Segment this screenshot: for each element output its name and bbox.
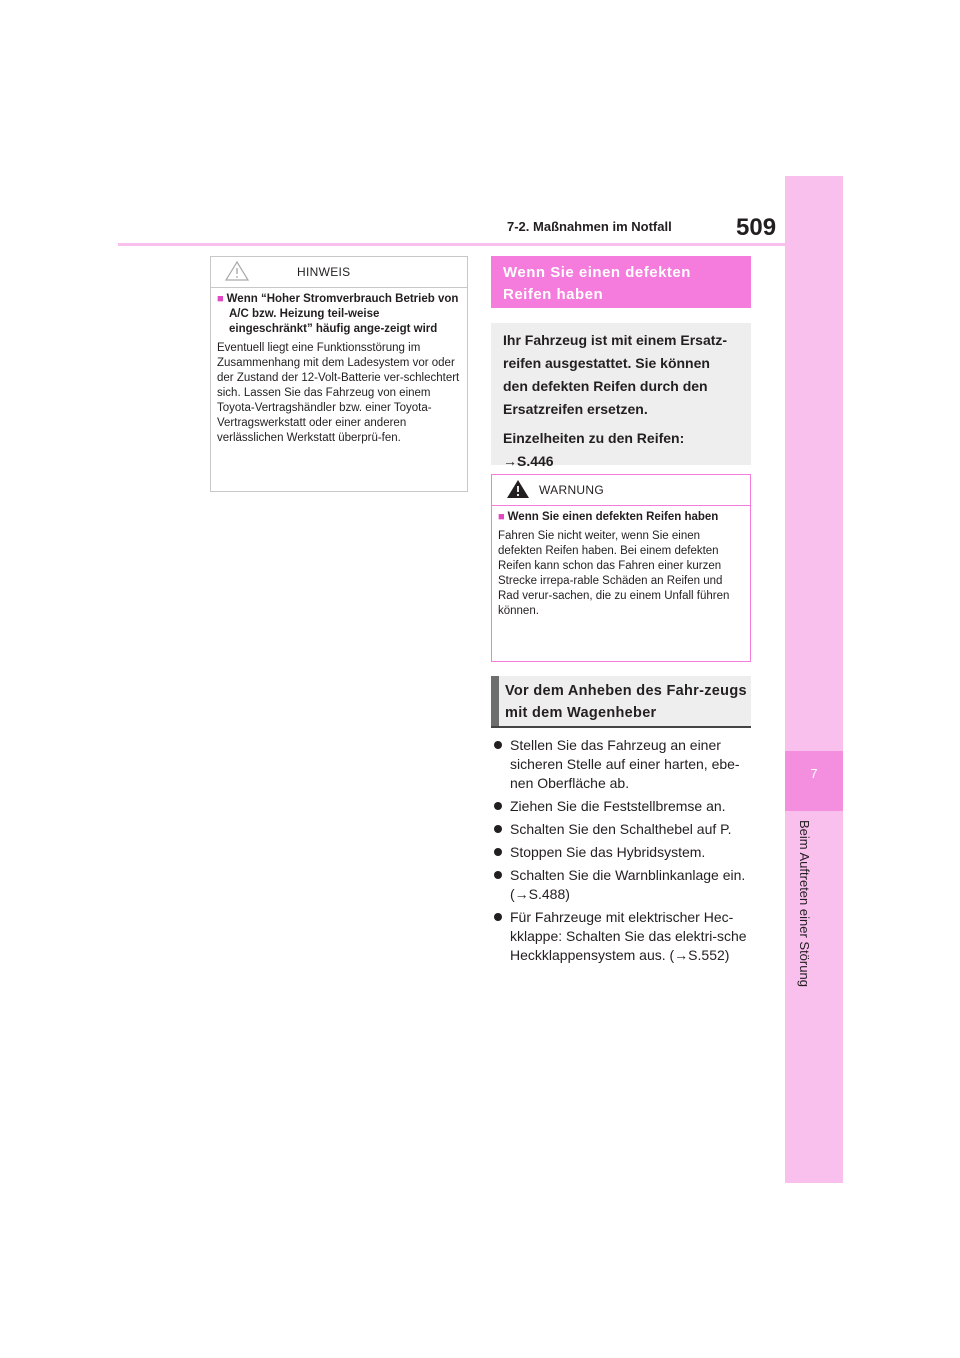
list-item-text: Schalten Sie die Warnblinkanlage ein. (→S.488) (510, 867, 746, 902)
warning-text: Fahren Sie nicht weiter, wenn Sie einen defekten Reifen haben. Bei einem defekten Reifen kann schon das Fahren einer kurzen Strecke irrepa-rable Schäden an Reifen und Rad verur-sachen, die zu einem Unfall führen können. (498, 530, 730, 617)
header-divider (118, 243, 785, 246)
warning-box (491, 474, 751, 662)
info-line: den defekten Reifen durch den (503, 378, 708, 394)
bullet-dot-icon (494, 802, 502, 810)
note-subheading-text: Wenn “Hoher Stromverbrauch Betrieb von A/C bzw. Heizung teil-weise eingeschränkt” häufig ange-zeigt wird (226, 293, 459, 335)
chapter-number-box (785, 751, 843, 811)
list-item-text: Stellen Sie das Fahrzeug an einer sicheren Stelle auf einer harten, ebe-nen Oberfläche ab. (510, 737, 740, 791)
chapter-side-tab (785, 176, 843, 1183)
section-heading-jack (491, 676, 751, 728)
chapter-number: 7 (810, 766, 818, 781)
warning-body (492, 506, 750, 619)
section-heading-jack-text: Vor dem Anheben des Fahr-zeugs mit dem Wagenheber (505, 683, 747, 721)
instruction-list (491, 736, 753, 969)
list-item-text: Für Fahrzeuge mit elektrischer Hec-kklappe: Schalten Sie das elektri-sche Heckklappensystem aus. (→S.552) (510, 909, 747, 963)
warning-header (492, 475, 750, 506)
note-text: Eventuell liegt eine Funktionsstörung im Zusammenhang mit dem Ladesystem vor oder der Zustand der 12-Volt-Batterie ver-schlechtert sich. Lassen Sie das Fahrzeug von einem Toyota-Vertragshändler bzw. einer Toyota-Vertragswerkstatt oder einer anderen verlässlichen Werkstatt überprü-fen. (217, 342, 460, 444)
list-item-text: Schalten Sie den Schalthebel auf P. (510, 821, 732, 837)
warning-icon (506, 479, 530, 499)
info-line: Einzelheiten zu den Reifen: (503, 430, 685, 446)
list-item (491, 908, 753, 965)
bullet-dot-icon (494, 848, 502, 856)
list-item (491, 820, 753, 839)
section-title: 7-2. Maßnahmen im Notfall (507, 219, 672, 234)
note-title: HINWEIS (297, 265, 351, 279)
warning-title: WARNUNG (539, 483, 604, 497)
bullet-dot-icon (494, 871, 502, 879)
list-item-text: Ziehen Sie die Feststellbremse an. (510, 798, 726, 814)
warning-subheading-text: Wenn Sie einen defekten Reifen haben (507, 511, 719, 523)
note-body (211, 288, 467, 446)
info-line: Ihr Fahrzeug ist mit einem Ersatz- (503, 332, 728, 348)
section-heading-tire-text: Wenn Sie einen defekten Reifen haben (503, 264, 691, 303)
bullet-dot-icon (494, 913, 502, 921)
list-item (491, 736, 753, 793)
note-subheading (217, 292, 461, 337)
info-line: reifen ausgestattet. Sie können (503, 355, 710, 371)
list-item-text: Stoppen Sie das Hybridsystem. (510, 844, 706, 860)
caution-outline-icon (225, 261, 249, 281)
bullet-dot-icon (494, 741, 502, 749)
info-box (491, 323, 751, 469)
note-box (210, 256, 468, 492)
page-number: 509 (736, 214, 777, 241)
section-heading-tire (491, 256, 751, 308)
info-line: Ersatzreifen ersetzen. (503, 401, 648, 417)
chapter-label: Beim Auftreten einer Störung (797, 820, 812, 987)
list-item (491, 797, 753, 816)
square-bullet-icon: ■ (217, 293, 224, 305)
bullet-dot-icon (494, 825, 502, 833)
page-reference-link[interactable]: →S.446 (503, 453, 554, 469)
list-item (491, 843, 753, 862)
list-item (491, 866, 753, 904)
square-bullet-icon: ■ (498, 511, 505, 523)
warning-subheading (498, 510, 744, 525)
heading-accent-bar (491, 676, 499, 726)
note-header (211, 257, 467, 288)
